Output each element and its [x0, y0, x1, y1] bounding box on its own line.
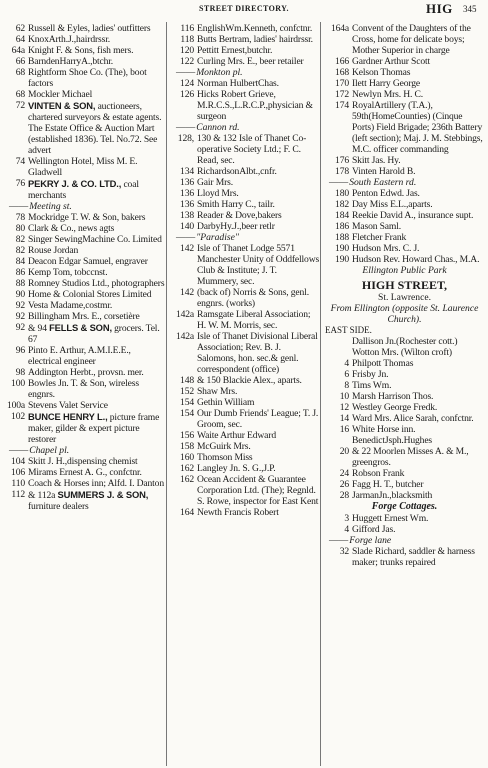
- house-number: 140: [180, 221, 194, 232]
- directory-entry: [323, 199, 486, 210]
- occupant-text: Marsh Harrison Thos.: [352, 391, 434, 402]
- house-number: 32: [339, 546, 349, 557]
- house-number: 68: [15, 67, 25, 78]
- directory-entry: [323, 78, 486, 89]
- directory-entry: [170, 397, 320, 408]
- directory-entry: [170, 133, 320, 166]
- occupant-text: Langley Jn. S. G.,J.P.: [197, 463, 276, 474]
- directory-entry: [323, 380, 486, 391]
- street-heading: —— Monkton pl.: [170, 67, 320, 78]
- street-heading: —— South Eastern rd.: [323, 177, 486, 188]
- house-number: 142: [180, 243, 194, 254]
- directory-entry: [323, 23, 486, 56]
- directory-entry: [323, 424, 486, 446]
- house-number: 142a: [175, 331, 194, 342]
- house-number: 88: [15, 278, 25, 289]
- directory-entry: [170, 166, 320, 177]
- directory-entry: [170, 188, 320, 199]
- occupant-text: Rouse Jordan: [28, 245, 79, 256]
- house-number: 136: [180, 177, 194, 188]
- house-number: 104: [11, 456, 25, 467]
- occupant-text: Frisby Jn.: [352, 369, 389, 380]
- street-heading: —— "Paradise": [170, 232, 320, 243]
- occupant-text: White Horse inn. BenedictJsph.Hughes: [352, 424, 433, 446]
- trade-name: PEKRY J. & CO. LTD.,: [28, 178, 122, 189]
- occupant-text: BUNCE HENRY L., picture frame maker, gilder & expert picture restorer: [28, 411, 160, 445]
- directory-entry: [3, 34, 165, 45]
- house-number: 118: [180, 34, 194, 45]
- directory-entry: [170, 386, 320, 397]
- directory-entry: [170, 463, 320, 474]
- house-number: 6: [344, 369, 349, 380]
- house-number: 168: [335, 67, 349, 78]
- house-number: 68: [15, 89, 25, 100]
- occupant-text: JarmanJn.,blacksmith: [352, 490, 433, 501]
- occupant-text: PEKRY J. & CO. LTD., coal merchants: [28, 178, 139, 201]
- house-number: 134: [180, 166, 194, 177]
- house-number: 64a: [11, 45, 25, 56]
- directory-entry: [170, 452, 320, 463]
- occupant-text: Ramsgate Liberal Association; H. W. M. Morris, sec.: [197, 309, 311, 331]
- house-number: 178: [335, 166, 349, 177]
- house-number: 90: [15, 289, 25, 300]
- occupant-text: Addington Herbt., provsn. mer.: [28, 367, 144, 378]
- house-number: 172: [335, 89, 349, 100]
- trade-name: BUNCE HENRY L.,: [28, 411, 108, 422]
- occupant-text: & 94 FELLS & SON, grocers. Tel. 67: [28, 322, 160, 345]
- directory-entry: [170, 430, 320, 441]
- occupant-text: Ward Mrs. Alice Sarah, confctnr.: [352, 413, 474, 424]
- house-number: 190: [335, 243, 349, 254]
- directory-entry: [3, 378, 165, 400]
- directory-entry: [170, 177, 320, 188]
- directory-entry: [323, 524, 486, 535]
- house-number: 128,: [177, 133, 194, 144]
- directory-entry: [3, 467, 165, 478]
- house-number: 98: [15, 367, 25, 378]
- occupant-text: Lloyd Mrs.: [197, 188, 239, 199]
- house-number: 20: [339, 446, 349, 457]
- directory-entry: [323, 210, 486, 221]
- directory-entry: [170, 78, 320, 89]
- occupant-text: Mirams Ernest A. G., confctnr.: [28, 467, 142, 478]
- section-note: From Ellington (opposite St. Laurence Church).: [330, 303, 479, 325]
- directory-entry: [323, 369, 486, 380]
- side-label: EAST SIDE.: [325, 325, 372, 335]
- house-number: 64: [15, 34, 25, 45]
- house-number: 152: [180, 386, 194, 397]
- house-number: 136: [180, 199, 194, 210]
- occupant-text: Norman HulbertChas.: [197, 78, 279, 89]
- directory-entry: [3, 156, 165, 178]
- directory-entry: [3, 456, 165, 467]
- occupant-text: Butts Bertram, ladies' hairdrssr.: [197, 34, 313, 45]
- directory-entry: [323, 358, 486, 369]
- occupant-text: RichardsonAlbt.,cnfr.: [197, 166, 277, 177]
- occupant-text: Fletcher Frank: [352, 232, 407, 243]
- occupant-text: Skitt J. H.,dispensing chemist: [28, 456, 138, 467]
- occupant-text: Billingham Mrs. E., corsetière: [28, 311, 140, 322]
- house-number: 26: [339, 479, 349, 490]
- house-number: 180: [335, 188, 349, 199]
- occupant-text: DarbyHy.J.,beer retlr: [197, 221, 275, 232]
- street-heading: —— Chapel pl.: [3, 445, 165, 456]
- house-number: 126: [180, 89, 194, 100]
- directory-entry: [3, 489, 165, 512]
- occupant-text: Curling Mrs. E., beer retailer: [197, 56, 304, 67]
- directory-entry: [3, 278, 165, 289]
- occupant-text: Skitt Jas. Hy.: [352, 155, 401, 166]
- house-number: 92: [15, 322, 25, 333]
- directory-entry: [323, 166, 486, 177]
- directory-entry: [170, 89, 320, 122]
- house-number: 112: [11, 489, 25, 500]
- section-title: HIGH STREET,: [361, 278, 448, 292]
- house-number: 160: [180, 452, 194, 463]
- directory-entry: [170, 441, 320, 452]
- column-right: [323, 23, 486, 568]
- directory-entry: [3, 322, 165, 345]
- occupant-text: Pettitt Ernest,butchr.: [197, 45, 273, 56]
- house-number: 174: [335, 100, 349, 111]
- directory-entry: [170, 210, 320, 221]
- house-number: 10: [339, 391, 349, 402]
- directory-entry: [170, 34, 320, 45]
- house-number: 8: [344, 380, 349, 391]
- directory-entry: [170, 221, 320, 232]
- occupant-text: Vinten Harold B.: [352, 166, 416, 177]
- directory-entry: [3, 311, 165, 322]
- occupant-text: Knight F. & Sons, fish mers.: [28, 45, 134, 56]
- directory-entry: [323, 67, 486, 78]
- directory-entry: [170, 375, 320, 386]
- occupant-text: Newth Francis Robert: [197, 507, 279, 518]
- house-number: 148: [180, 375, 194, 386]
- directory-entry: [3, 300, 165, 311]
- house-number: 188: [335, 232, 349, 243]
- page-header: [0, 3, 488, 17]
- directory-entry: [170, 474, 320, 507]
- occupant-text: Deacon Edgar Samuel, engraver: [28, 256, 148, 267]
- occupant-text: Hudson Rev. Howard Chas., M.A.: [352, 254, 480, 265]
- occupant-text: Vesta Madame,costmr.: [28, 300, 113, 311]
- occupant-text: Gardner Arthur Scott: [352, 56, 430, 67]
- directory-entry: [323, 89, 486, 100]
- house-number: 16: [339, 424, 349, 435]
- occupant-text: Huggett Ernest Wm.: [352, 513, 429, 524]
- occupant-text: Mockridge T. W. & Son, bakers: [28, 212, 146, 223]
- house-number: 162: [180, 474, 194, 485]
- directory-entry: [323, 468, 486, 479]
- directory-entry: [3, 89, 165, 100]
- directory-entry: [323, 513, 486, 524]
- directory-entry: [170, 56, 320, 67]
- occupant-text: Rightform Shoe Co. (The), boot factors: [28, 67, 147, 89]
- directory-entry: [3, 345, 165, 367]
- trade-name: SUMMERS J. & SON,: [57, 489, 149, 500]
- directory-entry: [323, 347, 486, 358]
- house-number: [323, 336, 352, 347]
- house-number: 102: [11, 411, 25, 422]
- occupant-text: Thomson Miss: [197, 452, 253, 463]
- house-number: 182: [335, 199, 349, 210]
- directory-entry: [323, 479, 486, 490]
- column-rule: [320, 22, 321, 766]
- occupant-text: Slade Richard, saddler & harness maker; trunks repaired: [352, 546, 475, 568]
- directory-entry: [323, 232, 486, 243]
- occupant-text: Mockler Michael: [28, 89, 93, 100]
- house-number: 176: [335, 155, 349, 166]
- house-number: 124: [180, 78, 194, 89]
- house-number: 76: [15, 178, 25, 189]
- directory-entry: [3, 223, 165, 234]
- directory-entry: [323, 546, 486, 568]
- directory-entry: [3, 478, 165, 489]
- directory-entry: [323, 254, 486, 265]
- house-number: 28: [339, 490, 349, 501]
- house-number: 24: [339, 468, 349, 479]
- occupant-text: Gifford Jas.: [352, 524, 396, 535]
- occupant-text: EnglishWm.Kenneth, confctnr.: [197, 23, 313, 34]
- occupant-text: Tims Wm.: [352, 380, 392, 391]
- house-number: 92: [15, 300, 25, 311]
- occupant-text: RoyalArtillery (T.A.), 59th(HomeCounties) (Cinque Ports) Field Brigade; 236th Battery (left section); Maj. J. M. Stebbings, M.C. officer commanding: [352, 100, 483, 155]
- house-number: 142a: [175, 309, 194, 320]
- house-number: [323, 347, 352, 358]
- occupant-text: Romney Studios Ltd., photographers: [28, 278, 165, 289]
- occupant-text: Coach & Horses inn; Alfd. I. Danton: [28, 478, 164, 489]
- occupant-text: Wellington Hotel, Miss M. E. Gladwell: [28, 156, 138, 178]
- occupant-text: Clark & Co., news agts: [28, 223, 115, 234]
- occupant-text: Mason Saml.: [352, 221, 401, 232]
- house-number: 100a: [6, 400, 25, 411]
- house-number: 110: [11, 478, 25, 489]
- directory-entry: [170, 287, 320, 309]
- house-number: 122: [180, 56, 194, 67]
- directory-entry: [3, 400, 165, 411]
- occupant-text: Reekie David A., insurance supt.: [352, 210, 474, 221]
- house-number: 86: [15, 267, 25, 278]
- house-number: 62: [15, 23, 25, 34]
- directory-entry: [323, 391, 486, 402]
- directory-entry: [3, 67, 165, 89]
- directory-entry: [323, 490, 486, 501]
- street-heading: —— Cannon rd.: [170, 122, 320, 133]
- occupant-text: Hudson Mrs. C. J.: [352, 243, 420, 254]
- directory-entry: [323, 336, 486, 347]
- house-number: 170: [335, 78, 349, 89]
- occupant-text: Penton Edwd. Jas.: [352, 188, 420, 199]
- directory-entry: [323, 221, 486, 232]
- house-number: 14: [339, 413, 349, 424]
- park-label: Ellington Public Park: [362, 265, 447, 276]
- occupant-text: Philpott Thomas: [352, 358, 414, 369]
- house-number: 154: [180, 408, 194, 419]
- occupant-text: Waite Arthur Edward: [197, 430, 276, 441]
- house-number: 158: [180, 441, 194, 452]
- directory-entry: [3, 411, 165, 445]
- occupant-text: Gethin William: [197, 397, 255, 408]
- directory-entry: [170, 408, 320, 430]
- occupant-text: Shaw Mrs.: [197, 386, 238, 397]
- directory-entry: [3, 23, 165, 34]
- occupant-text: Reader & Dove,bakers: [197, 210, 282, 221]
- directory-entry: [3, 234, 165, 245]
- index-key: HIG: [426, 1, 453, 16]
- occupant-text: Home & Colonial Stores Limited: [28, 289, 152, 300]
- directory-entry: [3, 367, 165, 378]
- directory-entry: [3, 245, 165, 256]
- directory-entry: [3, 289, 165, 300]
- occupant-text: Wotton Mrs. (Wilton croft): [352, 347, 452, 358]
- occupant-text: Ilett Harry George: [352, 78, 420, 89]
- directory-entry: [170, 23, 320, 34]
- occupant-text: Singer SewingMachine Co. Limited: [28, 234, 162, 245]
- occupant-text: Hicks Robert Grieve, M.R.C.S.,L.R.C.P.,physician & surgeon: [197, 89, 313, 122]
- occupant-text: Robson Frank: [352, 468, 405, 479]
- directory-entry: [170, 331, 320, 375]
- column-left: [3, 23, 165, 512]
- occupant-text: KnoxArth.J.,hairdrssr.: [28, 34, 110, 45]
- directory-entry: [170, 45, 320, 56]
- section-place: St. Lawrence.: [377, 292, 431, 303]
- house-number: 78: [15, 212, 25, 223]
- occupant-text: Newlyn Mrs. H. C.: [352, 89, 424, 100]
- directory-entry: [323, 446, 486, 468]
- occupant-text: Day Miss E.L.,aparts.: [352, 199, 433, 210]
- directory-entry: [323, 188, 486, 199]
- house-number: 120: [180, 45, 194, 56]
- occupant-text: Kelson Thomas: [352, 67, 411, 78]
- occupant-text: Russell & Eyles, ladies' outfitters: [28, 23, 151, 34]
- occupant-text: Pinto E. Arthur, A.M.I.E.E., electrical engineer: [28, 345, 131, 367]
- house-number: 164: [180, 507, 194, 518]
- house-number: 80: [15, 223, 25, 234]
- house-number: 156: [180, 430, 194, 441]
- directory-entry: [323, 56, 486, 67]
- occupant-text: Kemp Tom, tobccnst.: [28, 267, 108, 278]
- page-number: 345: [463, 4, 477, 14]
- occupant-text: (back of) Norris & Sons, genl. engnrs. (works): [197, 287, 309, 309]
- directory-entry: [3, 56, 165, 67]
- directory-entry: [323, 155, 486, 166]
- directory-entry: [3, 178, 165, 201]
- directory-entry: [170, 199, 320, 210]
- column-rule: [166, 22, 167, 766]
- occupant-text: Dallison Jn.(Rochester cott.): [352, 336, 458, 347]
- house-number: 190: [335, 254, 349, 265]
- trade-name: VINTEN & SON,: [28, 100, 96, 111]
- occupant-text: VINTEN & SON, auctioneers, chartered surveyors & estate agents. The Estate Office & Auction Mart (established 1836). Tel. No.72. See advert: [28, 100, 162, 156]
- occupant-text: & 150 Blackie Alex., aparts.: [197, 375, 302, 386]
- occupant-text: BarndenHarryA.,btchr.: [28, 56, 114, 67]
- street-heading: —— Meeting st.: [3, 201, 165, 212]
- occupant-text: Isle of Thanet Lodge 5571 Manchester Unity of Oddfellows Club & Institute; J. T. Mummery, sec.: [197, 243, 320, 287]
- house-number: 136: [180, 188, 194, 199]
- house-number: 82: [15, 234, 25, 245]
- house-number: 184: [335, 210, 349, 221]
- directory-entry: [323, 402, 486, 413]
- directory-entry: [323, 243, 486, 254]
- house-number: 116: [180, 23, 194, 34]
- occupant-text: Fagg H. T., butcher: [352, 479, 424, 490]
- occupant-text: Bowles Jn. T. & Son, wireless engnrs.: [28, 378, 139, 400]
- house-number: 3: [344, 513, 349, 524]
- occupant-text: Our Dumb Friends' League; T. J. Groom, sec.: [197, 408, 319, 430]
- house-number: 100: [11, 378, 25, 389]
- house-number: 4: [344, 524, 349, 535]
- directory-entry: [3, 256, 165, 267]
- occupant-text: & 112a SUMMERS J. & SON, furniture dealers: [28, 489, 149, 512]
- house-number: 4: [344, 358, 349, 369]
- house-number: 186: [335, 221, 349, 232]
- occupant-text: McGuirk Mrs.: [197, 441, 251, 452]
- house-number: 84: [15, 256, 25, 267]
- directory-entry: [3, 45, 165, 56]
- directory-entry: [3, 267, 165, 278]
- occupant-text: Ocean Accident & Guarantee Corporation Ltd. (The); Regnld. S. Rowe, inspector for East Kent: [197, 474, 319, 507]
- occupant-text: Gair Mrs.: [197, 177, 233, 188]
- house-number: 82: [15, 245, 25, 256]
- house-number: 166: [335, 56, 349, 67]
- house-number: 96: [15, 345, 25, 356]
- directory-entry: [170, 243, 320, 287]
- house-number: 12: [339, 402, 349, 413]
- street-heading: —— Forge lane: [323, 535, 486, 546]
- house-number: 74: [15, 156, 25, 167]
- house-number: 92: [15, 311, 25, 322]
- directory-entry: [323, 100, 486, 155]
- house-number: 164a: [330, 23, 349, 34]
- trade-name: FELLS & SON,: [49, 322, 112, 333]
- column-middle: [170, 23, 320, 518]
- running-title: STREET DIRECTORY.: [199, 4, 289, 13]
- directory-entry: [170, 507, 320, 518]
- occupant-text: Isle of Thanet Divisional Liberal Association; Rev. B. J. Salomons, hon. sec.& genl. correspondent (office): [197, 331, 318, 375]
- occupant-text: Convent of the Daughters of the Cross, home for delicate boys; Mother Superior in charge: [352, 23, 471, 56]
- occupant-text: & 22 Moorlen Misses A. & M., greengros.: [352, 446, 469, 468]
- occupant-text: Westley George Fredk.: [352, 402, 438, 413]
- directory-entry: [170, 309, 320, 331]
- directory-entry: [323, 413, 486, 424]
- house-number: 142: [180, 287, 194, 298]
- house-number: 66: [15, 56, 25, 67]
- house-number: 154: [180, 397, 194, 408]
- house-number: 138: [180, 210, 194, 221]
- directory-entry: [3, 212, 165, 223]
- occupant-text: Smith Harry C., tailr.: [197, 199, 275, 210]
- directory-entry: [3, 100, 165, 156]
- cottages-label: Forge Cottages.: [371, 501, 438, 512]
- occupant-text: Stevens Valet Service: [28, 400, 108, 411]
- house-number: 106: [11, 467, 25, 478]
- occupant-text: 130 & 132 Isle of Thanet Co-operative Society Ltd.; F. C. Read, sec.: [197, 133, 307, 166]
- house-number: 162: [180, 463, 194, 474]
- house-number: 72: [15, 100, 25, 111]
